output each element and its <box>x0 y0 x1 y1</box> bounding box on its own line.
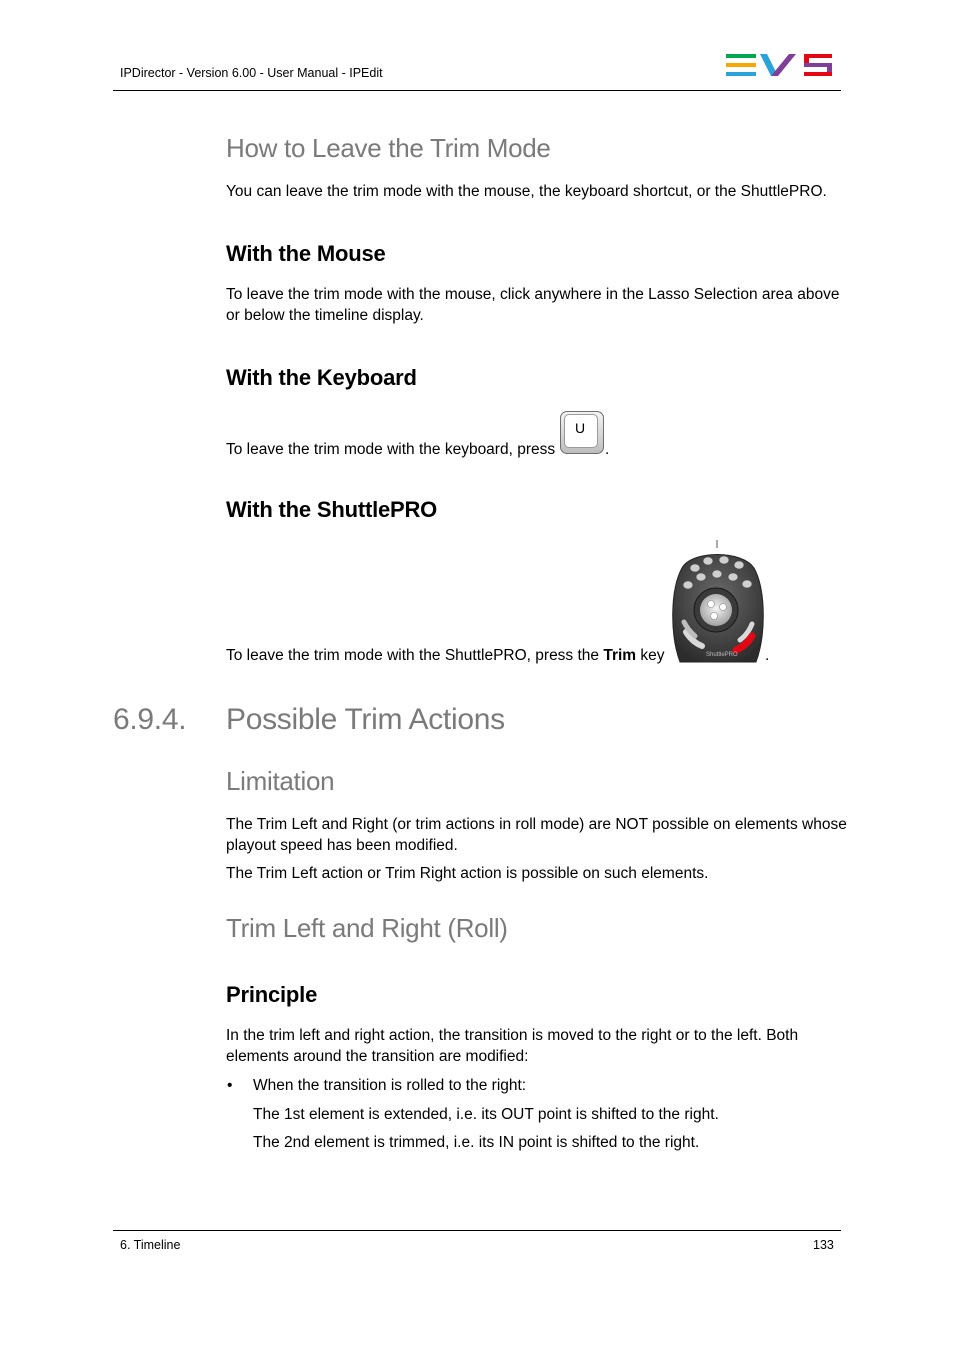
heading-with-shuttlepro: With the ShuttlePRO <box>226 497 438 522</box>
keyboard-period: . <box>605 441 610 458</box>
bullet-marker: • <box>227 1077 233 1094</box>
heading-leave-trim-mode: How to Leave the Trim Mode <box>226 133 551 163</box>
heading-principle: Principle <box>226 982 318 1007</box>
shuttlepro-text-before: To leave the trim mode with the ShuttlePRO, press the <box>226 647 600 664</box>
trim-key-name: Trim <box>603 647 637 664</box>
sub-paragraph-2: The 2nd element is trimmed, i.e. its IN point is shifted to the right. <box>253 1134 700 1151</box>
footer-rule <box>113 1230 841 1231</box>
keyboard-paragraph: To leave the trim mode with the keyboard, press <box>226 441 556 458</box>
footer-chapter: 6. Timeline <box>120 1238 181 1252</box>
mouse-paragraph: To leave the trim mode with the mouse, click anywhere in the Lasso Selection area above or below the timeline display. <box>226 286 840 324</box>
shuttlepro-device-icon <box>668 540 768 664</box>
running-header: IPDirector - Version 6.00 - User Manual - IPEdit <box>120 66 383 80</box>
heading-with-keyboard: With the Keyboard <box>226 365 417 390</box>
header-rule <box>113 90 841 91</box>
bullet-item: When the transition is rolled to the right: <box>253 1077 527 1094</box>
shuttlepro-period: . <box>765 647 770 664</box>
shuttlepro-paragraph <box>226 645 665 666</box>
heading-limitation: Limitation <box>226 766 335 796</box>
principle-paragraph: In the trim left and right action, the transition is moved to the right or to the left. Both elements around the transition are modified: <box>226 1027 799 1065</box>
shuttlepro-text-after: key <box>640 647 665 664</box>
shuttlepro-device-label: ShuttlePRO <box>706 652 738 658</box>
u-key-icon <box>560 411 604 454</box>
limitation-paragraph-1: The Trim Left and Right (or trim actions in roll mode) are NOT possible on elements whose playout speed has been modified. <box>226 816 847 854</box>
evs-logo <box>726 52 834 82</box>
limitation-paragraph-2: The Trim Left action or Trim Right action is possible on such elements. <box>226 865 709 882</box>
page-number: 133 <box>813 1238 834 1252</box>
heading-trim-left-right-roll: Trim Left and Right (Roll) <box>226 913 508 943</box>
heading-possible-trim-actions: Possible Trim Actions <box>226 703 505 736</box>
u-key-label: U <box>575 420 586 436</box>
section-number: 6.9.4. <box>113 703 187 736</box>
intro-paragraph: You can leave the trim mode with the mouse, the keyboard shortcut, or the ShuttlePRO. <box>226 183 827 200</box>
sub-paragraph-1: The 1st element is extended, i.e. its OUT point is shifted to the right. <box>253 1106 719 1123</box>
heading-with-mouse: With the Mouse <box>226 241 386 266</box>
